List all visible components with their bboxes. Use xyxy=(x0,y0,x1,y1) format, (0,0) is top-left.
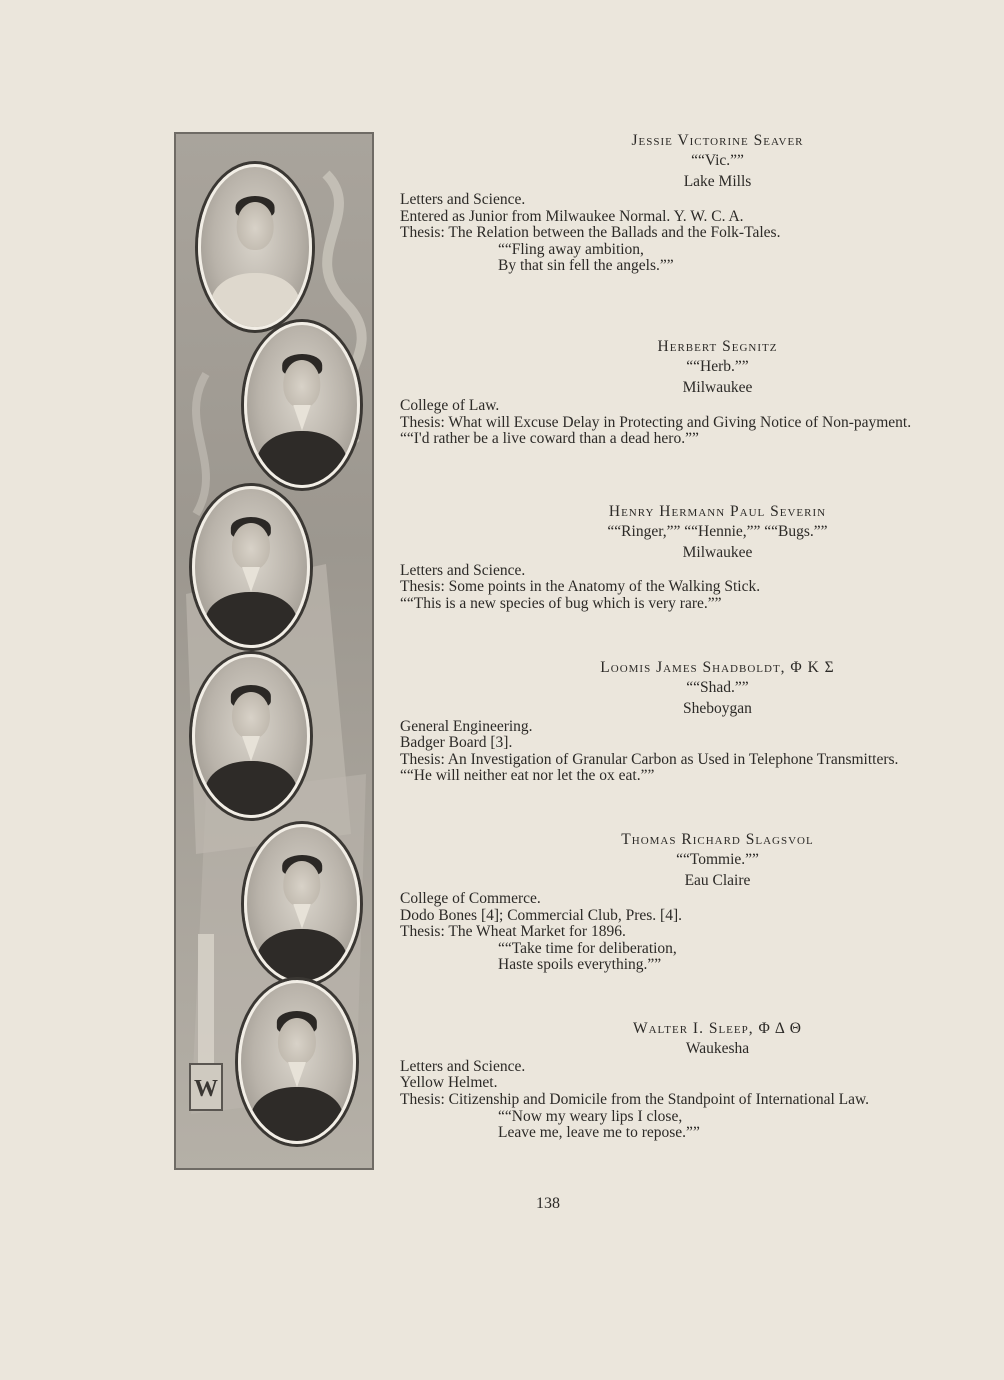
entry-line: Thesis: Citizenship and Domicile from the Standpoint of International Law. xyxy=(400,1091,870,1109)
student-hometown: Milwaukee xyxy=(682,378,753,396)
student-hometown: Sheboygan xyxy=(683,699,752,717)
student-hometown: Waukesha xyxy=(685,1039,750,1057)
student-hometown: Lake Mills xyxy=(683,173,752,190)
portrait-segnitz xyxy=(244,322,360,488)
student-name: Jessie Victorine Seaver xyxy=(631,132,804,149)
entry-line: General Engineering. xyxy=(400,717,533,735)
entry-shadboldt xyxy=(400,659,915,785)
entry-line: Thesis: The Relation between the Ballads and the Folk-Tales. xyxy=(400,224,781,242)
student-nickname: ““Vic.”” xyxy=(691,152,744,169)
portrait-seaver xyxy=(198,164,312,330)
entry-line: Dodo Bones [4]; Commercial Club, Pres. [4]. xyxy=(400,906,682,924)
emblem-letter: W xyxy=(194,1076,218,1102)
entry-segnitz xyxy=(400,338,915,448)
student-name: Henry Hermann Paul Severin xyxy=(608,502,827,520)
photo-strip xyxy=(174,132,374,1170)
entry-line: ““He will neither eat nor let the ox eat.”” xyxy=(400,767,655,785)
portrait-sleep xyxy=(238,980,356,1144)
entry-quote: ““Fling away ambition, xyxy=(498,240,644,258)
entry-quote: ““Now my weary lips I close, xyxy=(498,1107,683,1125)
entry-line: Letters and Science. xyxy=(400,191,526,208)
entry-line: Thesis: Some points in the Anatomy of the Walking Stick. xyxy=(400,578,761,596)
entry-line: Thesis: The Wheat Market for 1896. xyxy=(400,923,626,941)
entry-line: College of Commerce. xyxy=(400,889,541,907)
student-nickname: ““Shad.”” xyxy=(686,678,749,696)
student-name: Walter I. Sleep, Φ Δ Θ xyxy=(632,1019,803,1037)
entry-line: Letters and Science. xyxy=(400,561,526,579)
entry-quote: ““Take time for deliberation, xyxy=(498,939,677,957)
page-number: 138 xyxy=(536,1195,560,1212)
entry-line: ““This is a new species of bug which is very rare.”” xyxy=(400,594,722,612)
entry-line: Badger Board [3]. xyxy=(400,734,513,752)
student-name: Thomas Richard Slagsvol xyxy=(621,830,814,848)
student-name: Loomis James Shadboldt, Φ K Σ xyxy=(600,658,835,676)
entry-line: College of Law. xyxy=(400,396,500,414)
student-hometown: Eau Claire xyxy=(684,871,751,889)
student-nickname: ““Ringer,”” ““Hennie,”” ““Bugs.”” xyxy=(607,522,828,540)
entry-quote: Leave me, leave me to repose.”” xyxy=(498,1124,700,1142)
entry-severin xyxy=(400,503,915,613)
entry-quote: By that sin fell the angels.”” xyxy=(498,257,674,275)
portrait-shadboldt xyxy=(192,654,310,818)
portrait-severin xyxy=(192,486,310,648)
entry-line: ““I'd rather be a live coward than a dead hero.”” xyxy=(400,430,699,448)
entry-line: Thesis: An Investigation of Granular Carbon as Used in Telephone Transmitters. xyxy=(400,750,899,768)
biographies xyxy=(400,132,915,1142)
student-nickname: ““Tommie.”” xyxy=(676,850,759,868)
portrait-slagsvol xyxy=(244,824,360,984)
student-hometown: Milwaukee xyxy=(682,543,753,561)
entry-line: Yellow Helmet. xyxy=(400,1074,498,1092)
student-nickname: ““Herb.”” xyxy=(686,357,749,375)
entry-sleep xyxy=(400,1020,915,1142)
entry-quote: Haste spoils everything.”” xyxy=(498,956,662,974)
entry-line: Letters and Science. xyxy=(400,1057,526,1075)
entry-line: Thesis: What will Excuse Delay in Protecting and Giving Notice of Non-payment. xyxy=(400,413,912,431)
student-name: Herbert Segnitz xyxy=(657,337,778,355)
entry-seaver xyxy=(400,132,915,275)
entry-slagsvol xyxy=(400,831,915,974)
entry-line: Entered as Junior from Milwaukee Normal. Y. W. C. A. xyxy=(400,207,744,225)
